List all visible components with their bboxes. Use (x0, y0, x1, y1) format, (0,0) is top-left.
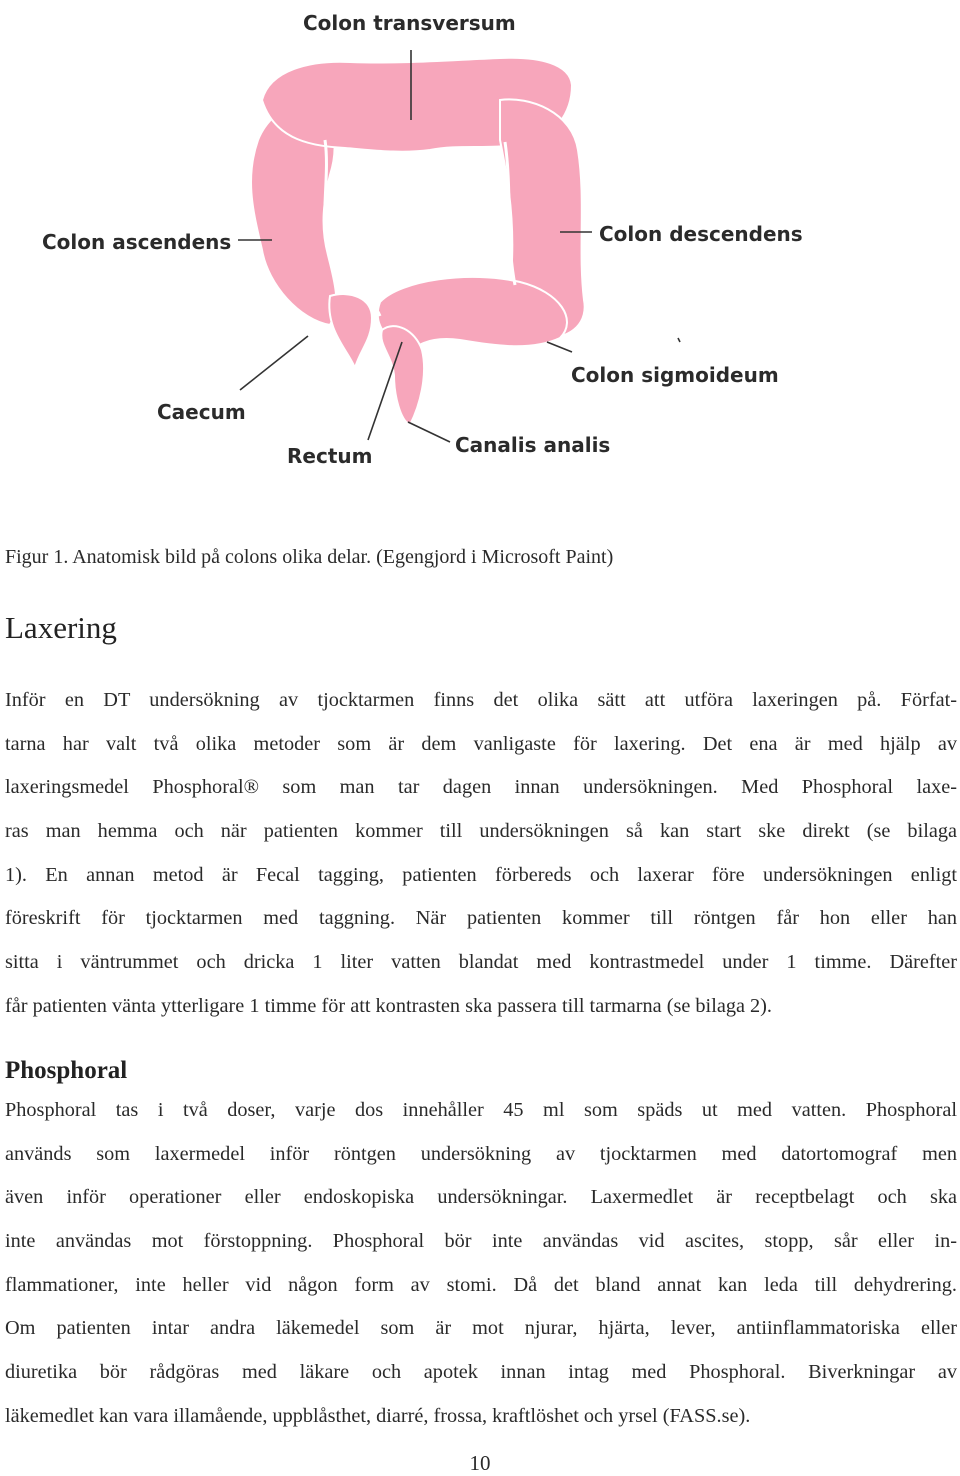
haustra-line (325, 140, 328, 250)
label-canalis-analis: Canalis analis (455, 433, 611, 457)
label-rectum: Rectum (287, 444, 373, 468)
leader-line-analis (408, 422, 450, 442)
paragraph-line: Phosphoral tas i två doser, varje dos innehåller 45 ml som späds ut med vatten. Phosphoral (5, 1099, 957, 1121)
leader-line-sigmoideum (547, 342, 572, 352)
paragraph-line: används som laxermedel inför röntgen undersökning av tjocktarmen med datortomograf men (5, 1142, 957, 1165)
colon-diagram (0, 0, 960, 490)
paragraph-line: även inför operationer eller endoskopiska undersökningar. Laxermedlet är receptbelagt och ska (5, 1186, 957, 1209)
leader-line-caecum (240, 336, 308, 390)
paragraph-line: får patienten vänta ytterligare 1 timme för att kontrasten ska passera till tarmarna (se bilaga 2). (5, 994, 773, 1017)
paragraph-line: laxeringsmedel Phosphoral® som man tar dagen innan undersökningen. Med Phosphoral laxe- (5, 776, 957, 799)
paragraph-line: tarna har valt två olika metoder som är dem vanligaste för laxering. Det ena är med hjälp av (5, 732, 957, 755)
paragraph-line: ras man hemma och när patienten kommer till undersökningen så kan start ske direkt (se bilaga (5, 820, 957, 843)
caecum-shape (329, 294, 372, 368)
paragraph-phosphoral (5, 1097, 957, 1447)
section-heading-laxering: Laxering (5, 610, 117, 645)
paragraph-laxering (5, 687, 957, 1037)
leader-tick-mark (678, 338, 680, 342)
label-colon-transversum: Colon transversum (303, 11, 516, 35)
paragraph-line: inte användas mot förstoppning. Phosphoral bör inte användas vid ascites, stopp, sår eller in- (5, 1230, 957, 1253)
label-colon-ascendens: Colon ascendens (42, 230, 232, 254)
paragraph-line: läkemedlet kan vara illamående, uppblåsthet, diarré, frossa, kraftlöshet och yrsel (FASS.se). (5, 1404, 751, 1427)
label-caecum: Caecum (157, 400, 246, 424)
paragraph-line: 1). En annan metod är Fecal tagging, patienten förbereds och laxerar före undersökningen enligt (5, 863, 957, 886)
paragraph-line: föreskrift för tjocktarmen med taggning. När patienten kommer till röntgen får hon eller han (5, 907, 957, 930)
colon-shape (251, 58, 585, 425)
colon-anatomy-figure (0, 0, 960, 490)
paragraph-line: diuretika bör rådgöras med läkare och apotek innan intag med Phosphoral. Biverkningar av (5, 1361, 957, 1384)
figure-caption: Figur 1. Anatomisk bild på colons olika delar. (Egengjord i Microsoft Paint) (5, 546, 614, 568)
paragraph-line: Inför en DT undersökning av tjocktarmen finns det olika sätt att utföra laxeringen på. Förfat- (5, 689, 957, 711)
paragraph-line: sitta i väntrummet och dricka 1 liter vatten blandat med kontrastmedel under 1 timme. Därefter (5, 951, 957, 974)
rectum-shape (381, 326, 424, 425)
label-colon-sigmoideum: Colon sigmoideum (571, 363, 779, 387)
page-number: 10 (469, 1451, 491, 1475)
paragraph-line: Om patienten intar andra läkemedel som är mot njurar, hjärta, lever, antiinflammatoriska eller (5, 1317, 957, 1340)
paragraph-line: flammationer, inte heller vid någon form av stomi. Då det bland annat kan leda till dehydrering. (5, 1273, 957, 1296)
section-heading-phosphoral: Phosphoral (5, 1057, 128, 1084)
label-colon-descendens: Colon descendens (599, 222, 803, 246)
